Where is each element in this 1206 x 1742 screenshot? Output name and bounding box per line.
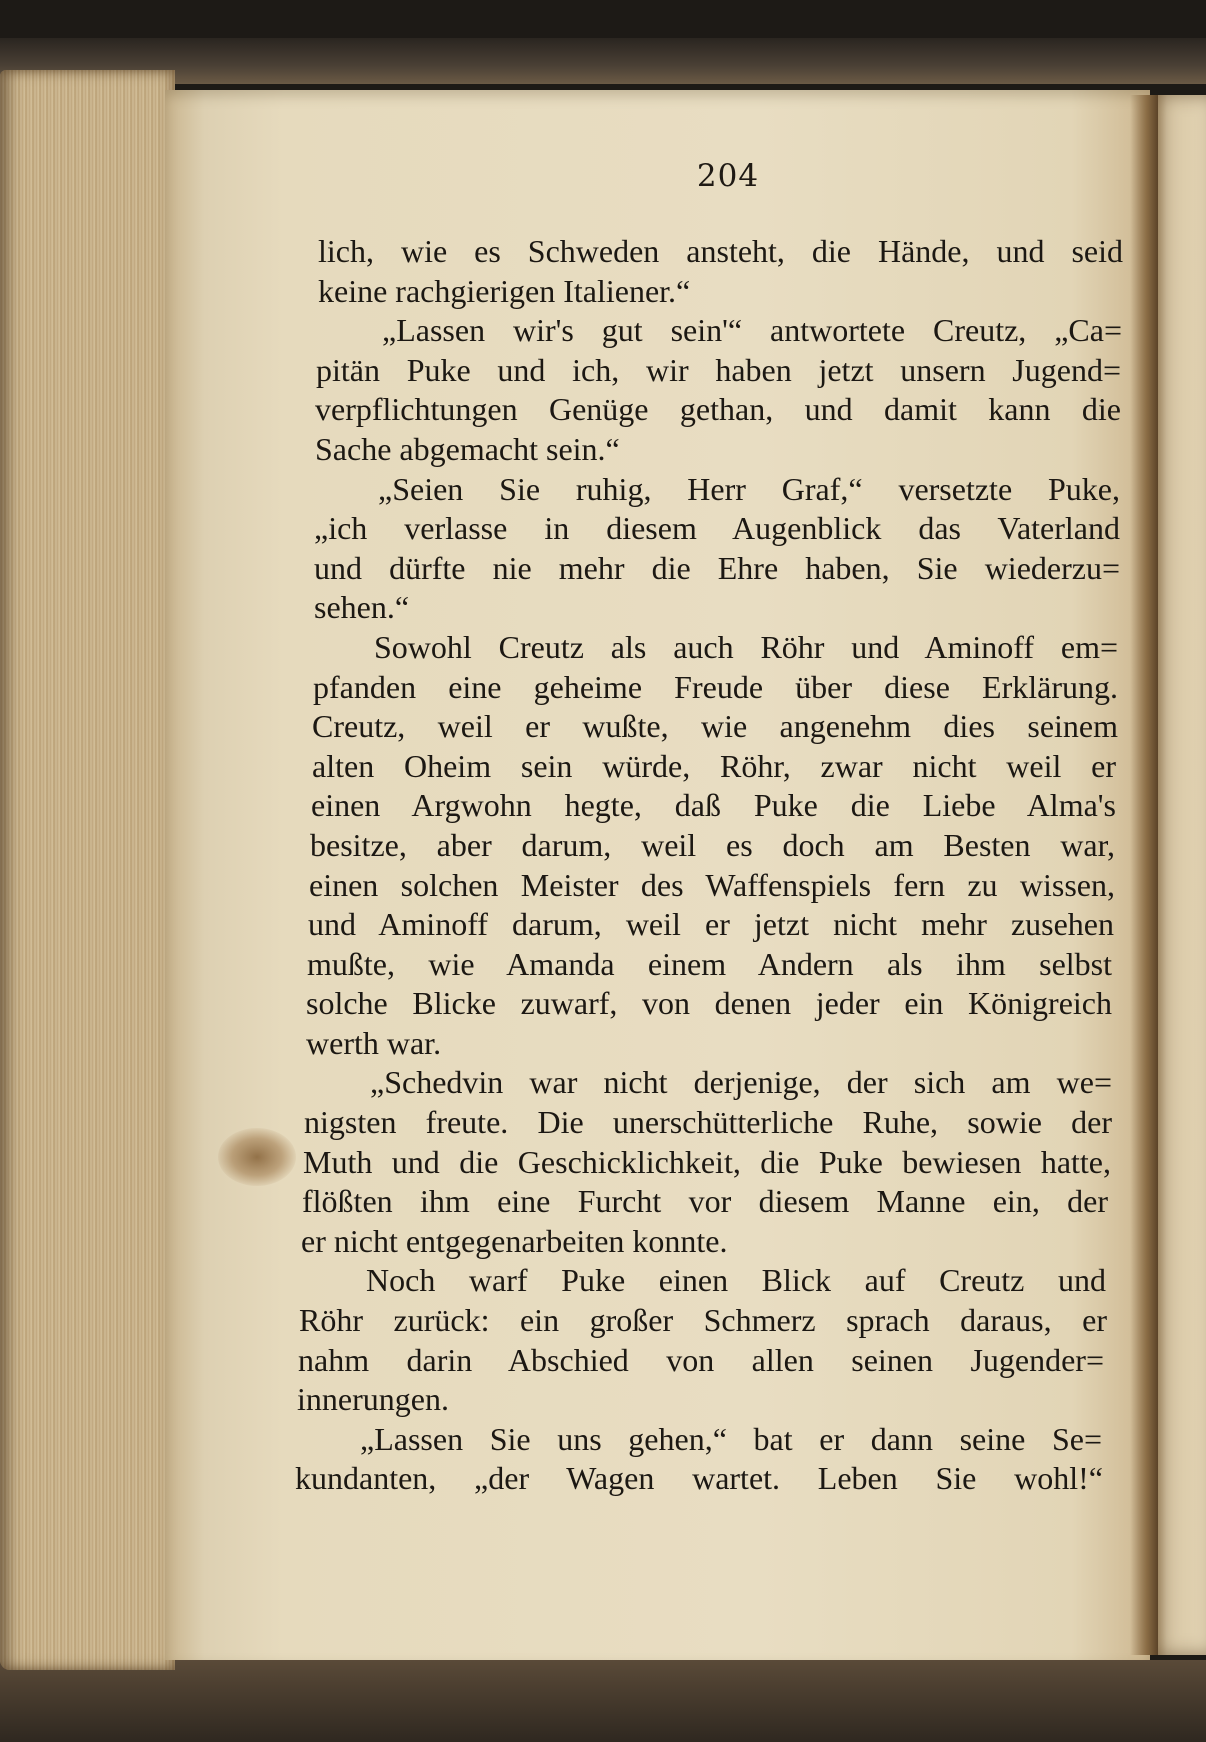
text-line: pitän Puke und ich, wir haben jetzt unsern Jugend= <box>316 351 1121 388</box>
text-line: einen solchen Meister des Waffenspiels fern zu wissen, <box>309 866 1115 903</box>
foxing-stain <box>218 1128 296 1186</box>
page-number: 204 <box>696 158 760 194</box>
text-line: Noch warf Puke einen Blick auf Creutz und <box>366 1262 1106 1299</box>
body-text <box>295 232 1123 1499</box>
text-line: „Lassen wir's gut sein'“ antwortete Creutz, „Ca= <box>382 312 1122 349</box>
book-cover-bottom <box>0 1660 1206 1742</box>
text-line: Röhr zurück: ein großer Schmerz sprach daraus, er <box>299 1302 1107 1339</box>
text-line: „ich verlasse in diesem Augenblick das Vaterland <box>314 510 1120 547</box>
book-cover-top <box>0 38 1206 84</box>
text-line: „Lassen Sie uns gehen,“ bat er dann seine Se= <box>360 1420 1102 1457</box>
text-line: verpflichtungen Genüge gethan, und damit kann die <box>315 391 1121 428</box>
facing-page <box>1150 95 1206 1655</box>
text-line: mußte, wie Amanda einem Andern als ihm selbst <box>307 945 1112 982</box>
text-line: besitze, aber darum, weil es doch am Besten war, <box>310 826 1115 863</box>
text-line: Sowohl Creutz als auch Röhr und Aminoff em= <box>374 628 1118 665</box>
text-line: werth war. <box>306 1024 442 1061</box>
text-line: nigsten freute. Die unerschütterliche Ruhe, sowie der <box>304 1104 1112 1141</box>
book-gutter <box>1130 95 1158 1655</box>
text-line: nahm darin Abschied von allen seinen Jugender= <box>298 1341 1104 1378</box>
text-line: „Seien Sie ruhig, Herr Graf,“ versetzte Puke, <box>378 470 1120 507</box>
text-line: keine rachgierigen Italiener.“ <box>318 272 691 309</box>
text-line: Sache abgemacht sein.“ <box>315 430 620 467</box>
text-line: innerungen. <box>297 1381 449 1418</box>
text-line: er nicht entgegenarbeiten konnte. <box>301 1222 728 1259</box>
text-line: einen Argwohn hegte, daß Puke die Liebe Alma's <box>311 787 1116 824</box>
text-line: pfanden eine geheime Freude über diese Erklärung. <box>313 668 1118 705</box>
text-line: Creutz, weil er wußte, wie angenehm dies seinem <box>312 708 1118 745</box>
page-edges <box>0 70 175 1670</box>
text-line: kundanten, „der Wagen wartet. Leben Sie wohl!“ <box>295 1460 1103 1497</box>
text-line: lich, wie es Schweden ansteht, die Hände, und seid <box>318 233 1123 269</box>
text-line: und Aminoff darum, weil er jetzt nicht mehr zusehen <box>308 906 1114 943</box>
text-line: „Schedvin war nicht derjenige, der sich am we= <box>370 1064 1112 1101</box>
text-line: sehen.“ <box>314 589 410 626</box>
text-line: flößten ihm eine Furcht vor diesem Manne ein, der <box>302 1183 1108 1220</box>
text-line: und dürfte nie mehr die Ehre haben, Sie wiederzu= <box>314 549 1120 586</box>
text-line: Muth und die Geschicklichkeit, die Puke bewiesen hatte, <box>303 1143 1111 1180</box>
text-line: alten Oheim sein würde, Röhr, zwar nicht weil er <box>312 747 1116 784</box>
text-line: solche Blicke zuwarf, von denen jeder ein Königreich <box>306 985 1112 1022</box>
